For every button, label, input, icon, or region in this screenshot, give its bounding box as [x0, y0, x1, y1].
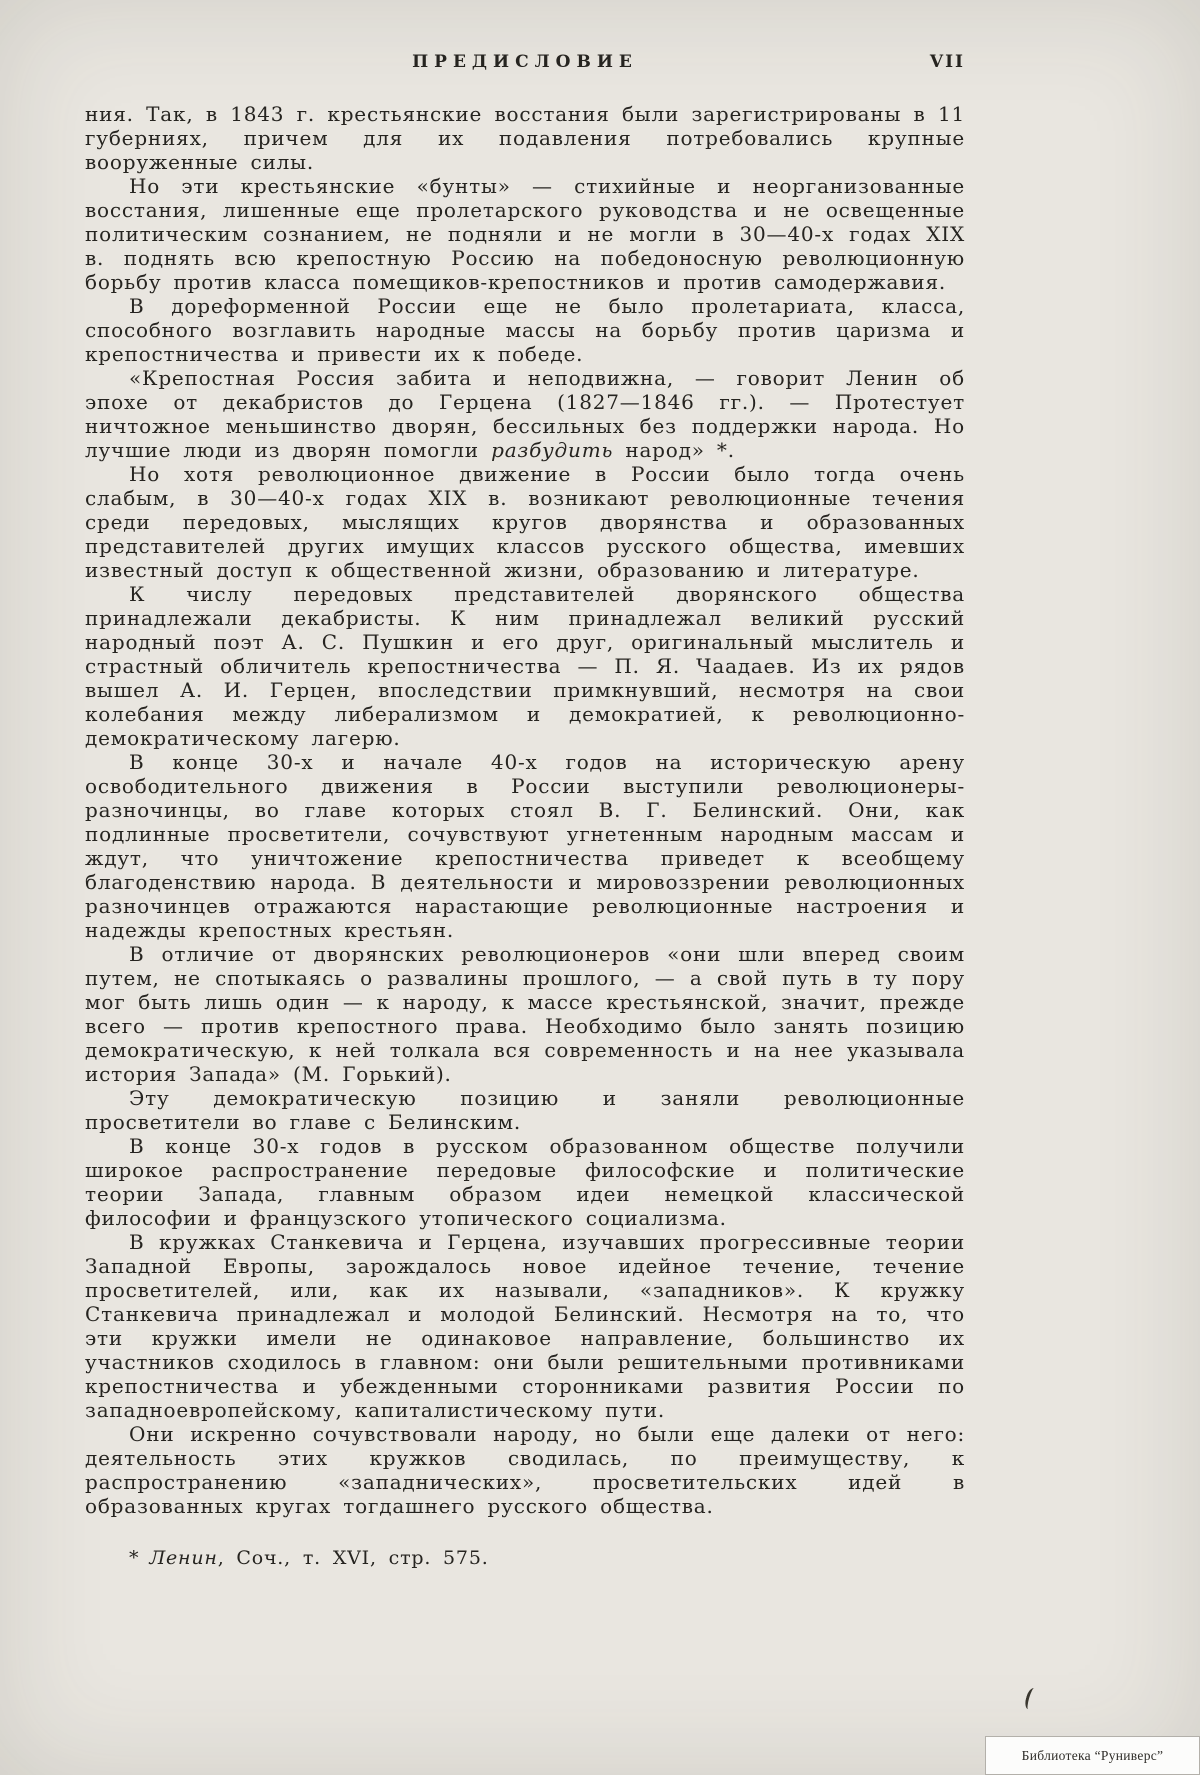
text-block [85, 102, 965, 1570]
footnote-text: , Соч., т. XVI, стр. 575. [217, 1547, 489, 1569]
paragraph: В конце 30-х и начале 40-х годов на историческую арену освободительного движения в России выступили революционеры-разночинцы, во главе которых стоял В. Г. Белинский. Они, как подлинные просветители, сочувствуют угнетенным народным массам и ждут, что уничтожение крепостничества приведет к всеобщему благоденствию народа. В деятельности и мировоззрении революционных разночинцев отражаются нарастающие революционные настроения и надежды крепостных крестьян. [85, 750, 965, 942]
paragraph: Эту демократическую позицию и заняли революционные просветители во главе с Белинским. [85, 1086, 965, 1134]
paragraph: К числу передовых представителей дворянского общества принадлежали декабристы. К ним принадлежал великий русский народный поэт А. С. Пушкин и его друг, оригинальный мыслитель и страстный обличитель крепостничества — П. Я. Чаадаев. Из их рядов вышел А. И. Герцен, впоследствии примкнувший, несмотря на свои колебания между либерализмом и демократией, к революционно-демократическому лагерю. [85, 582, 965, 750]
paragraph: ния. Так, в 1843 г. крестьянские восстания были зарегистрированы в 11 губерниях, причем для их подавления потребовались крупные вооруженные силы. [85, 102, 965, 174]
paragraph: Но хотя революционное движение в России было тогда очень слабым, в 30—40-х годах XIX в. возникают революционные течения среди передовых, мыслящих кругов дворянства и образованных представителей других имущих классов русского общества, имевших известный доступ к общественной жизни, образованию и литературе. [85, 462, 965, 582]
page-header [85, 52, 965, 78]
paragraph: В дореформенной России еще не было пролетариата, класса, способного возглавить народные массы на борьбу против царизма и крепостничества и привести их к победе. [85, 294, 965, 366]
footnote [85, 1546, 965, 1570]
paragraph-text: народ» *. [613, 438, 735, 462]
paragraph-text: «Крепостная Россия забита и неподвижна, — говорит Ленин об эпохе от декабристов до Герцена (1827—1846 гг.). — Протестует ничтожное меньшинство дворян, бессильных без поддержки народа. Но лучшие люди из дворян помогли [85, 366, 965, 462]
footnote-author: Ленин [149, 1547, 218, 1569]
library-watermark [985, 1736, 1200, 1775]
watermark-label: Библиотека “Руниверс” [1021, 1747, 1164, 1763]
paragraph-lenin-quote [85, 366, 965, 462]
footnote-marker: * [129, 1547, 140, 1569]
paragraph: Они искренно сочувствовали народу, но были еще далеки от него: деятельность этих кружков сводилась, по преимуществу, к распространению «западнических», просветительских идей в образованных кругах тогдашнего русского общества. [85, 1422, 965, 1518]
running-title: ПРЕДИСЛОВИЕ [412, 52, 638, 72]
paragraph: В кружках Станкевича и Герцена, изучавших прогрессивные теории Западной Европы, зарождалось новое идейное течение, течение просветителей, или, как их называли, «западников». К кружку Станкевича принадлежал и молодой Белинский. Несмотря на то, что эти кружки имели не одинаковое направление, большинство их участников сходилось в главном: они были решительными противниками крепостничества и убежденными сторонниками развития России по западноевропейскому, капиталистическому пути. [85, 1230, 965, 1422]
emphasized-word: разбудить [491, 438, 614, 462]
page-number: VII [929, 52, 965, 72]
paragraph: В отличие от дворянских революционеров «они шли вперед своим путем, не спотыкаясь о развалины прошлого, — а свой путь в ту пору мог быть лишь один — к народу, к массе крестьянской, значит, прежде всего — против крепостного права. Необходимо было занять позицию демократическую, к ней толкала вся современность и на нее указывала история Запада» (М. Горький). [85, 942, 965, 1086]
paragraph: Но эти крестьянские «бунты» — стихийные и неорганизованные восстания, лишенные еще пролетарского руководства и не освещенные политическим сознанием, не подняли и не могли в 30—40-х годах XIX в. поднять всю крепостную Россию на победоносную революционную борьбу против класса помещиков-крепостников и против самодержавия. [85, 174, 965, 294]
scan-artifact-mark [1023, 1687, 1041, 1711]
paragraph: В конце 30-х годов в русском образованном обществе получили широкое распространение передовые философские и политические теории Запада, главным образом идеи немецкой классической философии и французского утопического социализма. [85, 1134, 965, 1230]
